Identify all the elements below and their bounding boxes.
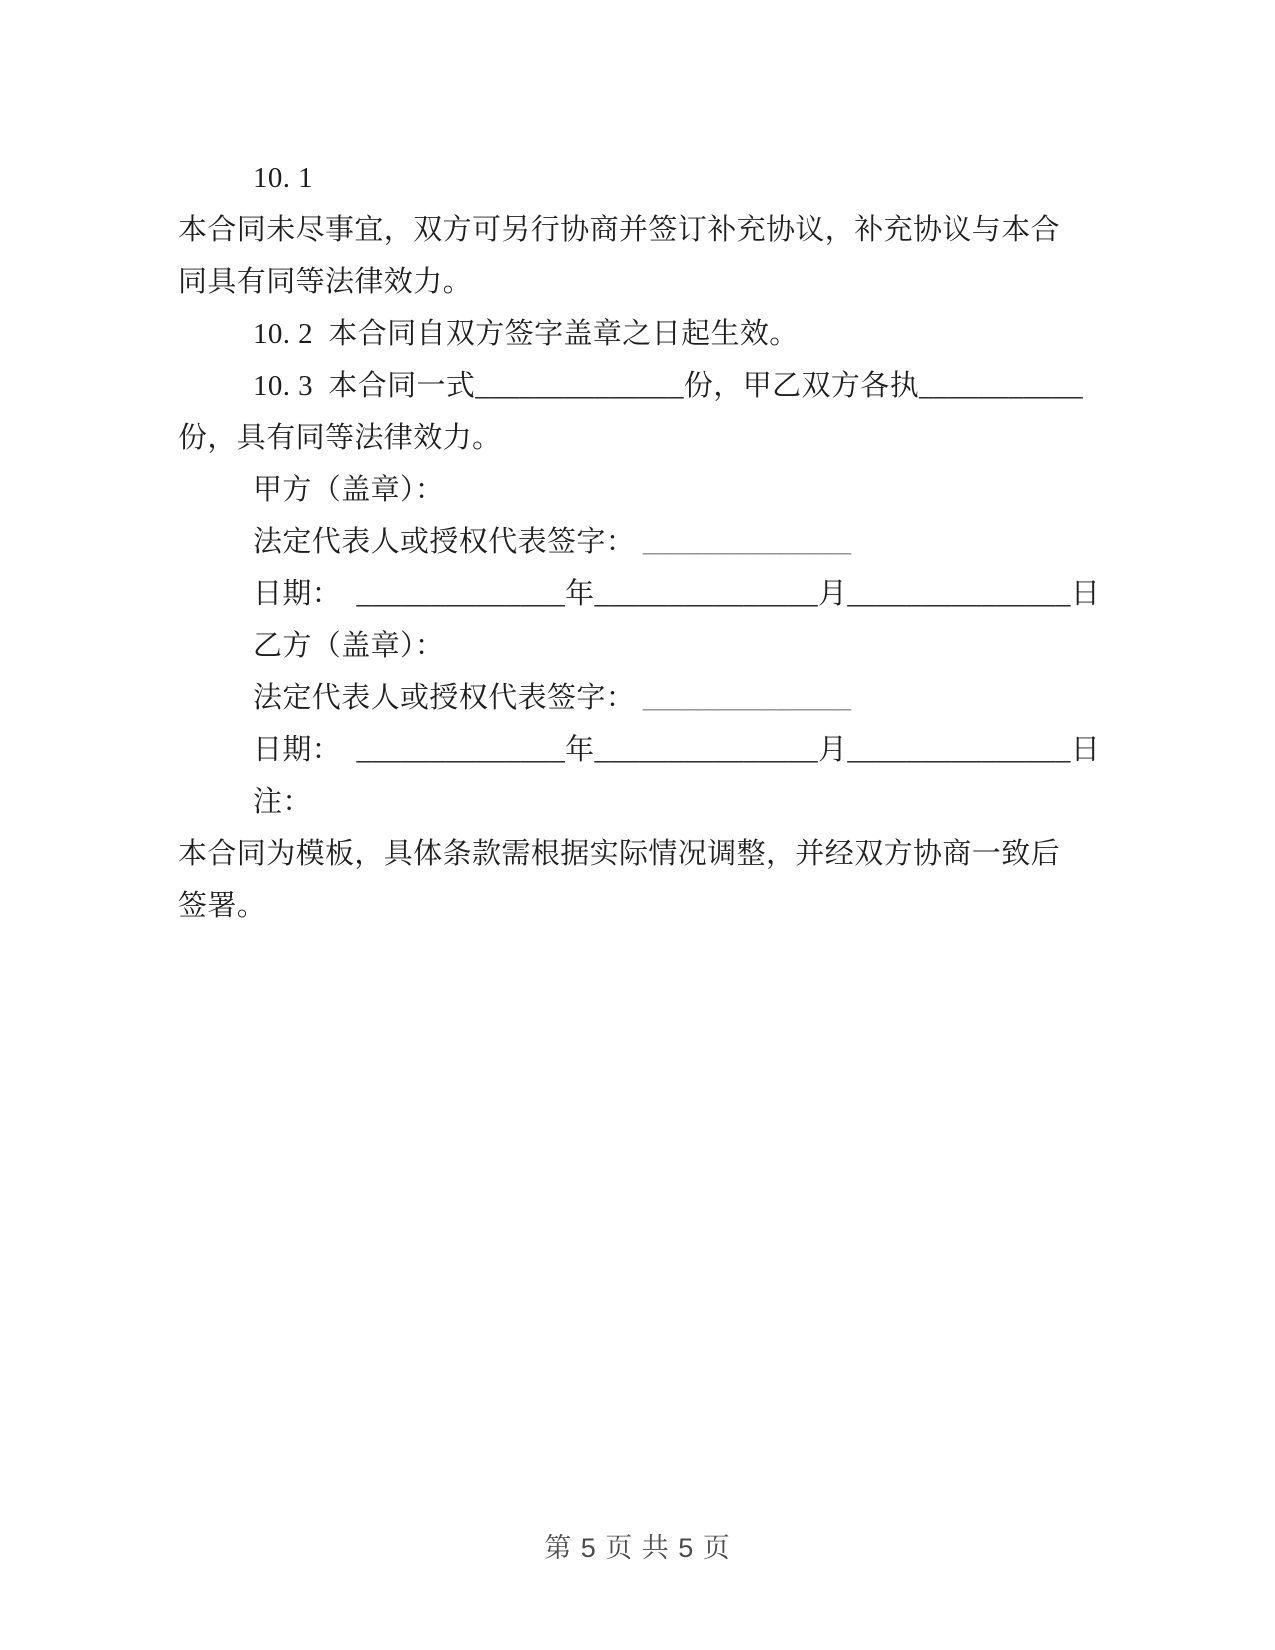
party-b-signature-line [178,672,1083,724]
party-b-seal-label: 乙方（盖章）： [253,630,445,662]
party-b-signature-label: 法定代表人或授权代表签字： [253,682,643,714]
party-b-signature-blank: ______________ [642,682,852,714]
page-footer: 第 5 页 共 5 页 [544,1533,731,1563]
party-a-signature-line [178,516,1083,568]
note-label: 注： [253,786,312,818]
party-a-signature-blank: ______________ [642,526,852,558]
party-a-seal-label: 甲方（盖章）： [253,474,445,506]
party-b-date-line: 日期： ______________年_______________月_______________日 [253,734,1101,766]
clause-10-3-line-2: 份，具有同等法律效力。 [178,422,502,454]
clause-10-2: 10. 2 本合同自双方签字盖章之日起生效。 [253,318,799,350]
note-text-line-2: 签署。 [178,890,267,922]
clause-10-1-text-line-1: 本合同未尽事宜，双方可另行协商并签订补充协议，补充协议与本合 [178,214,1061,246]
party-a-date-line: 日期： ______________年_______________月_______________日 [253,578,1101,610]
contract-body [178,152,1101,932]
clause-10-3-line-1: 10. 3 本合同一式______________份，甲乙双方各执___________ [253,370,1084,402]
note-text-line-1: 本合同为模板，具体条款需根据实际情况调整，并经双方协商一致后 [178,838,1061,870]
clause-10-1-number: 10. 1 [253,162,313,194]
clause-10-1-text-line-2: 同具有同等法律效力。 [178,266,473,298]
party-a-signature-label: 法定代表人或授权代表签字： [253,526,643,558]
